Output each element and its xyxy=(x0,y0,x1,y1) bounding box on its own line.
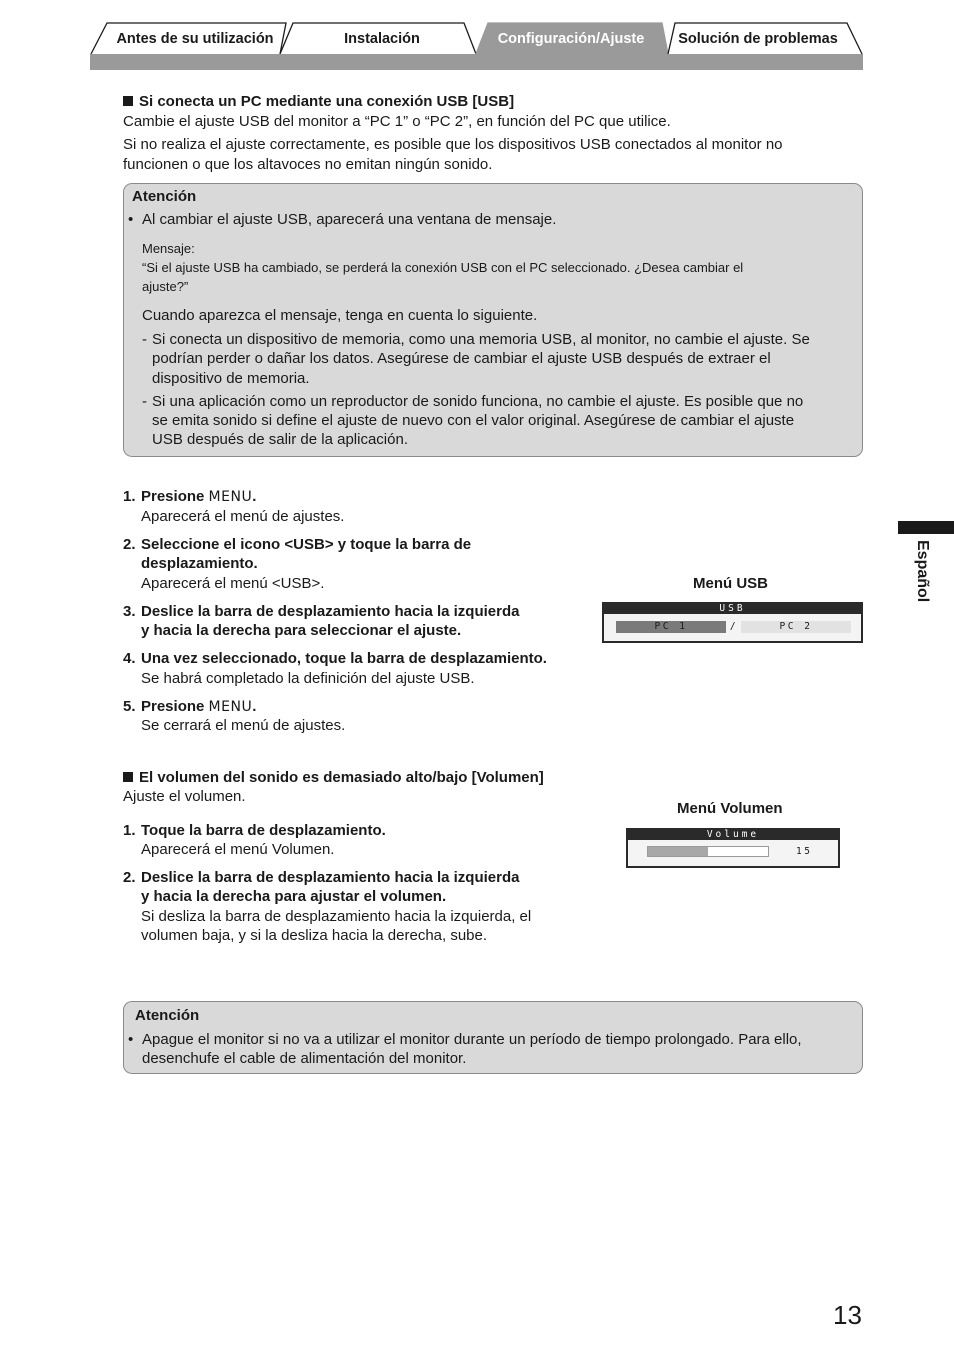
dash-1-line-1: Si conecta un dispositivo de memoria, como una memoria USB, al monitor, no cambie el ajuste. Se xyxy=(152,331,810,348)
usb-step-5-number: 5. xyxy=(123,698,136,715)
tab-setup-adjustment[interactable]: Configuración/Ajuste xyxy=(497,31,645,47)
volume-step-2-desc-1: Si desliza la barra de desplazamiento hacia la izquierda, el xyxy=(141,908,532,925)
bullet-icon: • xyxy=(128,211,134,228)
dash-1-line-3: dispositivo de memoria. xyxy=(152,370,310,387)
volume-step-1-title: Toque la barra de desplazamiento. xyxy=(141,822,386,839)
volume-osd-title: Volume xyxy=(628,830,838,840)
usb-step-2-title-1: Seleccione el icono <USB> y toque la barra de xyxy=(141,536,472,553)
volume-step-2-title-2: y hacia la derecha para ajustar el volumen. xyxy=(141,888,447,905)
section-tab-bar xyxy=(90,22,863,70)
usb-intro-2a: Si no realiza el ajuste correctamente, es posible que los dispositivos USB conectados al monitor no xyxy=(123,136,783,153)
usb-step-2-desc: Aparecerá el menú <USB>. xyxy=(141,575,325,592)
volume-section-heading: El volumen del sonido es demasiado alto/bajo [Volumen] xyxy=(123,768,544,788)
usb-step-1-number: 1. xyxy=(123,488,136,505)
volume-slider-track[interactable] xyxy=(647,846,769,857)
attention-title: Atención xyxy=(132,188,197,205)
usb-section-heading: Si conecta un PC mediante una conexión USB [USB] xyxy=(123,92,514,112)
usb-step-3-title-2: y hacia la derecha para seleccionar el ajuste. xyxy=(141,622,462,639)
usb-step-5-desc: Se cerrará el menú de ajustes. xyxy=(141,717,346,734)
usb-step-1-title: Presione MENU. xyxy=(141,488,257,505)
volume-intro: Ajuste el volumen. xyxy=(123,788,246,805)
tab-installation[interactable]: Instalación xyxy=(344,31,420,47)
volume-step-1-desc: Aparecerá el menú Volumen. xyxy=(141,841,335,858)
usb-menu-caption: Menú USB xyxy=(693,575,768,592)
menu-key-label: MENU xyxy=(208,489,253,505)
attention-bullet: Al cambiar el ajuste USB, aparecerá una ventana de mensaje. xyxy=(142,211,557,228)
menu-key-label: MENU xyxy=(208,699,253,715)
tab-strip xyxy=(90,54,863,70)
dash-2-line-3: USB después de salir de la aplicación. xyxy=(152,431,408,448)
usb-intro-2b: funcionen o que los altavoces no emitan ningún sonido. xyxy=(123,156,493,173)
when-text: Cuando aparezca el mensaje, tenga en cuenta lo siguiente. xyxy=(142,307,538,324)
usb-step-4-number: 4. xyxy=(123,650,136,667)
dash-icon: - xyxy=(142,331,147,348)
attention-title: Atención xyxy=(135,1007,200,1024)
volume-slider-fill xyxy=(648,847,708,856)
tab-before-use[interactable]: Antes de su utilización xyxy=(116,31,274,47)
square-bullet-icon xyxy=(123,772,133,782)
usb-osd-menu xyxy=(602,602,863,643)
usb-step-4-desc: Se habrá completado la definición del ajuste USB. xyxy=(141,670,475,687)
usb-step-1-desc: Aparecerá el menú de ajustes. xyxy=(141,508,345,525)
message-label: Mensaje: xyxy=(142,241,195,256)
square-bullet-icon xyxy=(123,96,133,106)
volume-menu-caption: Menú Volumen xyxy=(677,800,783,817)
volume-osd-menu xyxy=(626,828,840,868)
volume-value: 15 xyxy=(796,846,813,857)
message-line-1: “Si el ajuste USB ha cambiado, se perderá la conexión USB con el PC seleccionado. ¿Desea cambiar el xyxy=(142,260,744,275)
usb-step-2-title-2: desplazamiento. xyxy=(141,555,258,572)
page-number: 13 xyxy=(833,1300,862,1330)
usb-option-pc2[interactable]: PC 2 xyxy=(741,621,851,633)
usb-option-pc1[interactable]: PC 1 xyxy=(616,621,726,633)
volume-step-2-desc-2: volumen baja, y si la desliza hacia la derecha, sube. xyxy=(141,927,488,944)
usb-option-separator: / xyxy=(729,621,739,632)
dash-2-line-1: Si una aplicación como un reproductor de sonido funciona, no cambie el ajuste. Es posible que no xyxy=(152,393,804,410)
language-label: Español xyxy=(914,540,931,603)
message-line-2: ajuste?” xyxy=(142,279,189,294)
volume-step-2-title-1: Deslice la barra de desplazamiento hacia la izquierda xyxy=(141,869,520,886)
attention-bullet-line-1: Apague el monitor si no va a utilizar el monitor durante un período de tiempo prolongado. Para ello, xyxy=(142,1031,802,1048)
bullet-icon: • xyxy=(128,1031,134,1048)
volume-step-1-number: 1. xyxy=(123,822,136,839)
usb-step-5-title: Presione MENU. xyxy=(141,698,257,715)
attention-box-usb xyxy=(123,183,863,457)
language-marker xyxy=(898,521,954,534)
usb-step-2-number: 2. xyxy=(123,536,136,553)
volume-step-2-number: 2. xyxy=(123,869,136,886)
dash-2-line-2: se emita sonido si define el ajuste de nuevo con el valor original. Asegúrese de cambiar el ajuste xyxy=(152,412,795,429)
usb-intro-1: Cambie el ajuste USB del monitor a “PC 1” o “PC 2”, en función del PC que utilice. xyxy=(123,113,671,130)
usb-step-3-number: 3. xyxy=(123,603,136,620)
usb-step-3-title-1: Deslice la barra de desplazamiento hacia la izquierda xyxy=(141,603,520,620)
dash-icon: - xyxy=(142,393,147,410)
usb-step-4-title: Una vez seleccionado, toque la barra de desplazamiento. xyxy=(141,650,547,667)
tab-troubleshooting[interactable]: Solución de problemas xyxy=(678,31,838,47)
attention-bullet-line-2: desenchufe el cable de alimentación del monitor. xyxy=(142,1050,467,1067)
usb-osd-title: USB xyxy=(604,604,861,614)
dash-1-line-2: podrían perder o dañar los datos. Asegúrese de cambiar el ajuste USB después de extraer el xyxy=(152,350,771,367)
attention-box-power xyxy=(123,1001,863,1074)
